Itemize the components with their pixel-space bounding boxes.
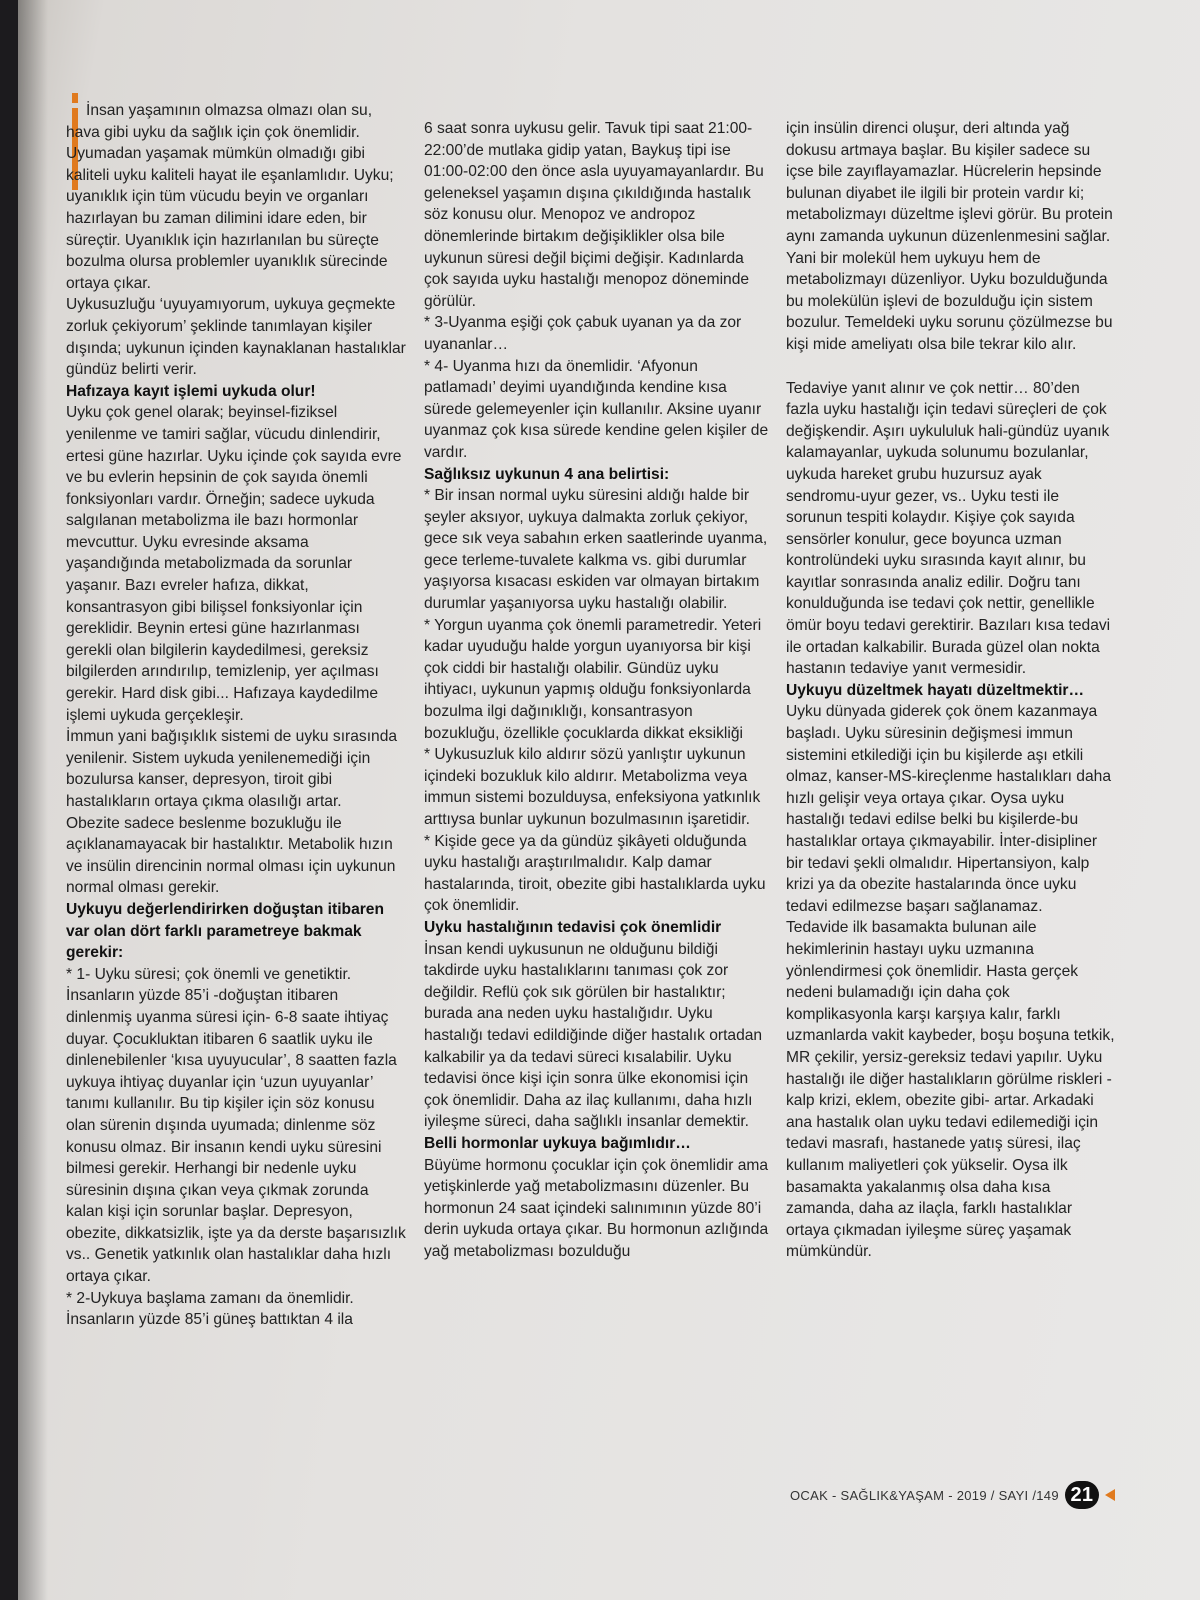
paragraph: Tedavide ilk basamakta bulunan aile hekimlerinin hastayı uyku uzmanına yönlendirmesi çok önemlidir. Hasta gerçek nedeni bulamadığı için daha çok komplikasyonla karşı karşıya kalır, farklı uzmanlarda vakit kaybeder, boşu boşuna tetkik, MR çekilir, yersiz-gereksiz tedavi yapılır. Uyku hastalığı ile diğer hastalıkların görülme riskleri -kalp krizi, eklem, obezite gibi- artar. Arkadaki ana hastalık olan uyku tedavi edilemediği için tedavi masrafı, hastanede yatış süresi, ilaç kullanım maliyetleri çok yükselir. Oysa ilk basamakta yakalanmış olsa daha kısa zamanda, daha az ilaçla, farklı hastalıklar ortaya çıkmadan iyileşme süreç yaşamak mümkündür.: [786, 919, 1115, 1261]
paragraph: Tedaviye yanıt alınır ve çok nettir… 80’den fazla uyku hastalığı için tedavi süreçleri de çok değişkendir. Aşırı uykululuk hali-gündüz uyanık kalamayanlar, uykuda solunumu bozulanlar, uykuda hareket grubu huzursuz ayak sendromu-uyur gezer, vs.. Uyku testi ile sorunun tespiti kolaydır. Kişiye çok sayıda sensörler konulur, gece boyunca uzman kontrolündeki uyku sırasında kayıt alınır, bu kayıtlar sonrasında analiz edilir. Doğru tanı konulduğunda ise tedavi çok nettir, genellikle ömür boyu tedavi gerektirir. Bazıları kısa tedavi ile ortadan kalkabilir. Burada güzel olan nokta hastanın tedaviye yanıt vermesidir.: [786, 379, 1111, 678]
paragraph: İnsan yaşamının olmazsa olmazı olan su, hava gibi uyku da sağlık için çok önemlidir. Uyumadan yaşamak mümkün olmadığı gibi kaliteli uyku kaliteli hayat ile eşanlamlıdır. Uyku; uyanıklık için tüm vücudu beyin ve organları hazırlayan bu zaman dilimini idare eden, bir süreçtir. Uyanıklık için hazırlanılan bu süreçte bozulma olursa problemler uyanıklık sürecinde ortaya çıkar.: [66, 102, 394, 292]
text-column-2: [424, 118, 769, 1262]
paragraph: * Kişide gece ya da gündüz şikâyeti olduğunda uyku hastalığı araştırılmalıdır. Kalp damar hastalarında, tiroit, obezite gibi hastalıklarda uyku çok önemlidir.: [424, 832, 766, 915]
text-column-1: [66, 100, 406, 1331]
paragraph: İmmun yani bağışıklık sistemi de uyku sırasında yenilenir. Sistem uykuda yenilenemediği için bozulursa kanser, depresyon, tiroit gibi hastalıkların ortaya çıkma olasılığı artar.: [66, 728, 398, 810]
text-column-3: [786, 118, 1116, 1263]
paragraph: * Yorgun uyanma çok önemli parametredir. Yeteri kadar uyuduğu halde yorgun uyanıyorsa bir kişi çok ciddi bir hastalığı olabilir. Gündüz uyku ihtiyacı, uykunun yapmış olduğu fonksiyonlarda bozulma ilgi dağınıklığı, konsantrasyon bozukluğu, özellikle çocuklarda dikkat eksikliği: [424, 616, 762, 742]
paragraph: * Uykusuzluk kilo aldırır sözü yanlıştır uykunun içindeki bozukluk kilo aldırır. Metabolizma veya immun sistemi bozulduysa, enfeksiyona yatkınlık arttıysa bunlar uykunun bozulmasının işaretidir.: [424, 746, 761, 828]
paragraph: Uykusuzluğu ‘uyuyamıyorum, uykuya geçmekte zorluk çekiyorum’ şeklinde tanımlayan kişiler dışında; uykunun içinden kaynaklanan hastalıklar gündüz belirti verir.: [66, 296, 406, 379]
page-number: 21: [1065, 1481, 1099, 1509]
paragraph: * Bir insan normal uyku süresini aldığı halde bir şeyler aksıyor, uykuya dalmakta zorluk çekiyor, gece sık veya sabahın erken saatlerinde uyanma, gece terleme-tuvalete kalkma vs. gibi durumlar yaşıyorsa kısacası eskiden var olmayan birtakım durumlar yaşanıyorsa uyku hastalığı olabilir.: [424, 487, 768, 613]
section-heading: Belli hormonlar uykuya bağımlıdır…: [424, 1134, 691, 1152]
paragraph: * 2-Uykuya başlama zamanı da önemlidir. İnsanların yüzde 85’i güneş battıktan 4 ila: [66, 1289, 354, 1329]
page-gutter-shadow: [18, 0, 48, 1600]
paragraph-gap: [786, 356, 1116, 378]
section-heading: Uykuyu düzeltmek hayatı düzeltmektir…: [786, 681, 1085, 699]
paragraph: İnsan kendi uykusunun ne olduğunu bildiği takdirde uyku hastalıklarını tanıması çok zor değildir. Reflü çok sık görülen bir hastalıktır; burada ana neden uyku hastalığıdır. Uyku hastalığı tedavi edildiğinde diğer hastalık ortadan kalkabilir ya da tedavi süreci kısalabilir. Uyku tedavisi önce kişi için sonra ülke ekonomisi için çok önemlidir. Daha az ilaç kullanımı, daha hızlı iyileşme süreci, daha sağlıklı insanlar demektir.: [424, 940, 763, 1131]
paragraph: * 1- Uyku süresi; çok önemli ve genetiktir. İnsanların yüzde 85’i -doğuştan itibaren dinlenmiş uyanma süresi için- 6-8 saate ihtiyaç duyar. Çocukluktan itibaren 6 saatlik uyku ile dinlenebilenler ‘kısa uyuyucular’, 8 saatten fazla uykuya ihtiyaç duyanlar için ‘uzun uyuyanlar’ tanımı kullanılır. Bu tip kişiler için söz konusu olan sürenin dışında uyumada; dinlenme söz konusu olmaz. Bir insanın kendi uyku süresini bilmesi gerekir. Herhangi bir nedenle uyku süresinin dışına çıkan veya çıkmak zorunda kalan kişi için sorunlar başlar. Depresyon, obezite, dikkatsizlik, işte ya da derste başarısızlık vs.. Genetik yatkınlık olan hastalıklar daha hızlı ortaya çıkar.: [66, 965, 406, 1286]
footer-text: OCAK - SAĞLIK&YAŞAM - 2019 / SAYI /149: [790, 1487, 1059, 1503]
paragraph: Obezite sadece beslenme bozukluğu ile açıklanamayacak bir hastalıktır. Metabolik hızın ve insülin direncinin normal olması için uykunun normal olması gerekir.: [66, 814, 396, 897]
section-heading: Sağlıksız uykunun 4 ana belirtisi:: [424, 465, 670, 483]
paragraph: * 3-Uyanma eşiği çok çabuk uyanan ya da zor uyananlar…: [424, 314, 742, 353]
paragraph: 6 saat sonra uykusu gelir. Tavuk tipi saat 21:00-22:00’de mutlaka gidip yatan, Baykuş tipi ise 01:00-02:00 den önce asla uyuyamayanlardır. Bu geleneksel yaşamın dışına çıkıldığında hastalık söz konusu olur. Menopoz ve andropoz dönemlerinde birtakım değişiklikler olsa bile uykunun süresi değil biçimi değişir. Kadınlarda çok sayıda uyku hastalığı menopoz döneminde görülür.: [424, 120, 764, 310]
paragraph: Büyüme hormonu çocuklar için çok önemlidir ama yetişkinlerde yağ metabolizmasını düzenler. Bu hormonun 24 saat içindeki salınımının yüzde 80’i derin uykuda ortaya çıkar. Bu hormonun azlığında yağ metabolizması bozulduğu: [424, 1156, 769, 1260]
arrow-left-icon: [1105, 1489, 1115, 1501]
section-heading: Uykuyu değerlendirirken doğuştan itibaren var olan dört farklı parametreye bakmak gerekir:: [66, 900, 385, 962]
paragraph: * 4- Uyanma hızı da önemlidir. ‘Afyonun patlamadı’ deyimi uyandığında kendine kısa sürede gelemeyenler için kullanılır. Aksine uyanır uyanmaz çok kısa sürede kendine gelen kişiler de vardır.: [424, 357, 769, 461]
page-footer: [790, 1483, 1115, 1507]
section-heading: Uyku hastalığının tedavisi çok önemlidir: [424, 918, 722, 936]
paragraph: Uyku dünyada giderek çok önem kazanmaya başladı. Uyku süresinin değişmesi immun sistemini etkilediği için bu kişilerde aşı etkili olmaz, kanser-MS-kireçlenme hastalıkları daha hızlı gelişir veya ortaya çıkar. Oysa uyku hastalığı tedavi edilse belki bu kişilerde-bu hastalıklar ortaya çıkmayabilir. İnter-disipliner bir tedavi şekli olmalıdır. Hipertansiyon, kalp krizi ya da obezite hastalarında önce uyku tedavi edilmezse başarı sağlanamaz.: [786, 703, 1111, 915]
paragraph: için insülin direnci oluşur, deri altında yağ dokusu artmaya başlar. Bu kişiler sadece su içse bile zayıflayamazlar. Hücrelerin hepsinde bulunan diyabet ile ilgili bir protein vardır ki; metabolizmayı düzeltme işlevi görür. Bu protein aynı zamanda uykunun düzenlenmesini sağlar. Yani bir molekül hem uykuyu hem de metabolizmayı düzenliyor. Uyku bozulduğunda bu molekülün işlevi de bozulduğu için sistem bozulur. Temeldeki uyku sorunu çözülmezse bu kişi mide ameliyatı olsa bile tekrar kilo alır.: [786, 120, 1113, 353]
section-heading: Hafızaya kayıt işlemi uykuda olur!: [66, 382, 316, 400]
paragraph: Uyku çok genel olarak; beyinsel-fiziksel yenilenme ve tamiri sağlar, vücudu dinlendirir, ertesi güne hazırlar. Uyku içinde çok sayıda evre ve bu evlerin hepsinin de çok sayıda önemli fonksiyonları vardır. Örneğin; sadece uykuda salgılanan metabolizma ile bazı hormonlar mevcuttur. Uyku evresinde aksama yaşandığında metabolizmada da sorunlar yaşanır. Bazı evreler hafıza, dikkat, konsantrasyon gibi bilişsel fonksiyonlar için gereklidir. Beynin ertesi güne hazırlanması gerekli olan bilgilerin kaydedilmesi, gereksiz bilgilerden arındırılıp, temizlenip, yer açılması gerekir. Hard disk gibi... Hafızaya kaydedilme işlemi uykuda gerçekleşir.: [66, 404, 402, 724]
